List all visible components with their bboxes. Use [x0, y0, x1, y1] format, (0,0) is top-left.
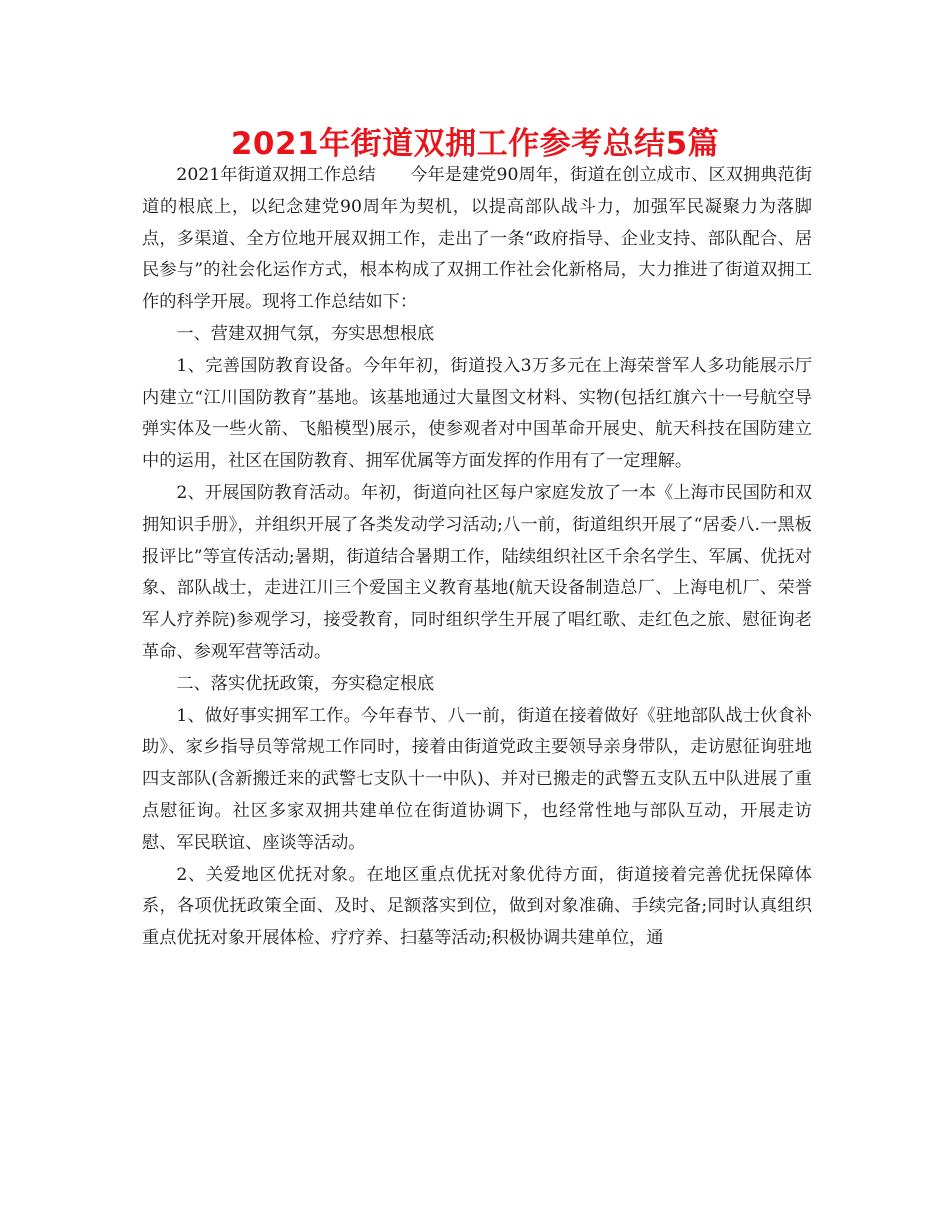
- document-title: 2021年街道双拥工作参考总结5篇: [230, 126, 720, 162]
- paragraph-intro: 2021年街道双拥工作总结 今年是建党90周年，街道在创立成市、区双拥典范街道的根底上，以纪念建党90周年为契机，以提高部队战斗力，加强军民凝聚力为落脚点，多渠道、全方位地开展双拥工作，走出了一条“政府指导、企业支持、部队配合、居民参与”的社会化运作方式，根本构成了双拥工作社会化新格局，大力推进了街道双拥工作的科学开展。现将工作总结如下：: [142, 165, 812, 313]
- paragraph-2-1: 1、做好事实拥军工作。今年春节、八一前，街道在接着做好《驻地部队战士伙食补助》、家乡指导员等常规工作同时，接着由街道党政主要领导亲身带队，走访慰征询驻地四支部队(含新搬迁来的武警七支队十一中队)、并对已搬走的武警五支队五中队进展了重点慰征询。社区多家双拥共建单位在街道协调下，也经常性地与部队互动，开展走访慰、军民联谊、座谈等活动。: [142, 705, 812, 853]
- document-body: [142, 160, 812, 955]
- paragraph-1-1: 1、完善国防教育设备。今年年初，街道投入3万多元在上海荣誉军人多功能展示厅内建立“江川国防教育”基地。该基地通过大量图文材料、实物(包括红旗六十一号航空导弹实体及一些火箭、飞船模型)展示，使参观者对中国革命开展史、航天科技在国防建立中的运用，社区在国防教育、拥军优属等方面发挥的作用有了一定理解。: [142, 355, 812, 472]
- section-heading-1: 一、营建双拥气氛，夯实思想根底: [176, 323, 435, 344]
- paragraph-1-2: 2、开展国防教育活动。年初，街道向社区每户家庭发放了一本《上海市民国防和双拥知识手册》，并组织开展了各类发动学习活动;八一前，街道组织开展了“居委八.一黑板报评比”等宣传活动;暑期，街道结合暑期工作，陆续组织社区千余名学生、军属、优抚对象、部队战士，走进江川三个爱国主义教育基地(航天设备制造总厂、上海电机厂、荣誉军人疗养院)参观学习，接受教育，同时组织学生开展了唱红歌、走红色之旅、慰征询老革命、参观军营等活动。: [142, 482, 812, 662]
- section-heading-2: 二、落实优抚政策，夯实稳定根底: [176, 673, 435, 694]
- paragraph-2-2: 2、关爱地区优抚对象。在地区重点优抚对象优待方面，街道接着完善优抚保障体系，各项优抚政策全面、及时、足额落实到位，做到对象准确、手续完备;同时认真组织重点优抚对象开展体检、疗疗养、扫墓等活动;积极协调共建单位，通: [142, 864, 812, 949]
